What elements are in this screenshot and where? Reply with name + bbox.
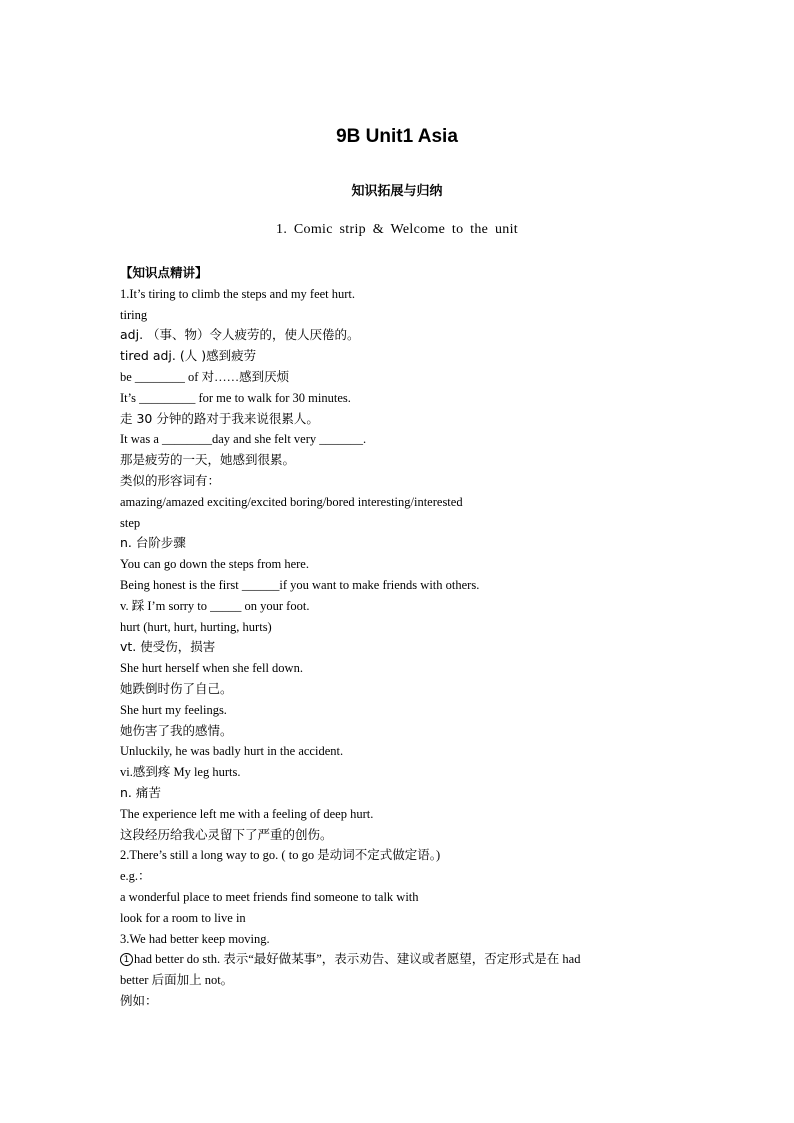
text-line-content: 例如： xyxy=(120,992,158,1008)
text-line-content: hurt (hurt, hurt, hurting, hurts) xyxy=(120,619,272,634)
circled-number-marker: 1 xyxy=(120,953,133,966)
text-line xyxy=(120,388,690,409)
text-line-content: Being honest is the first ______if you want to make friends with others. xyxy=(120,577,480,592)
text-line xyxy=(120,783,690,804)
text-line-content: step xyxy=(120,515,141,530)
text-line xyxy=(120,346,690,367)
text-line xyxy=(120,825,690,846)
text-line xyxy=(120,658,690,679)
text-line-content: look for a room to live in xyxy=(120,910,246,925)
text-line-content: e.g.： xyxy=(120,869,151,884)
text-line-content: n. 痛苦 xyxy=(120,784,161,800)
text-line-content: vi.感到疼 My leg hurts. xyxy=(120,765,241,780)
text-line xyxy=(120,929,690,950)
section-heading: 1. Comic strip & Welcome to the unit xyxy=(276,222,518,237)
text-line xyxy=(120,471,690,492)
text-line xyxy=(120,263,690,284)
text-line-content: 她伤害了我的感情。 xyxy=(120,722,233,738)
text-line xyxy=(120,284,690,305)
text-line-content: tired adj. (人 )感到疲劳 xyxy=(120,348,257,364)
text-line-content: better 后面加上 not。 xyxy=(120,973,234,988)
text-line xyxy=(120,970,690,991)
text-line-content: 1.It’s tiring to climb the steps and my feet hurt. xyxy=(120,286,356,301)
text-line-content: n. 台阶步骤 xyxy=(120,535,186,551)
text-line-content: It’s _________ for me to walk for 30 minutes. xyxy=(120,390,351,405)
text-line xyxy=(120,367,690,388)
page-title: 9B Unit1 Asia xyxy=(336,126,458,147)
text-line-content: tiring xyxy=(120,307,148,322)
document-body xyxy=(120,263,690,1012)
text-line-content: 这段经历给我心灵留下了严重的创伤。 xyxy=(120,826,333,842)
text-line xyxy=(120,617,690,638)
text-line xyxy=(120,887,690,908)
text-line xyxy=(120,762,690,783)
text-line xyxy=(120,637,690,658)
text-line xyxy=(120,596,690,617)
text-line xyxy=(120,700,690,721)
text-line-content: amazing/amazed exciting/excited boring/bored interesting/interested xyxy=(120,494,463,509)
page-subtitle: 知识拓展与归纳 xyxy=(351,184,443,199)
text-line xyxy=(120,450,690,471)
text-line-content: vt. 使受伤，损害 xyxy=(120,639,216,655)
text-line xyxy=(120,554,690,575)
text-line-content: She hurt my feelings. xyxy=(120,702,227,717)
text-line-content: She hurt herself when she fell down. xyxy=(120,661,303,676)
text-line xyxy=(120,949,690,970)
text-line xyxy=(120,991,690,1012)
text-line xyxy=(120,845,690,866)
text-line xyxy=(120,492,690,513)
text-line-content: You can go down the steps from here. xyxy=(120,557,309,572)
text-line-content: Unluckily, he was badly hurt in the accident. xyxy=(120,744,344,759)
text-line xyxy=(120,325,690,346)
text-line-content: The experience left me with a feeling of deep hurt. xyxy=(120,806,374,821)
text-line xyxy=(120,741,690,762)
text-line xyxy=(120,429,690,450)
text-line-content: had better do sth. 表示“最好做某事”，表示劝告、建议或者愿望，否定形式是在 had xyxy=(134,952,581,967)
text-line xyxy=(120,533,690,554)
text-line-content: 3.We had better keep moving. xyxy=(120,931,270,946)
text-line xyxy=(120,575,690,596)
text-line-content: 她跌倒时伤了自己。 xyxy=(120,680,233,696)
text-line-content: 那是疲劳的一天，她感到很累。 xyxy=(120,452,296,468)
text-line-content: 类似的形容词有： xyxy=(120,472,221,488)
text-line-content: 【知识点精讲】 xyxy=(120,265,208,280)
text-line-content: be ________ of 对……感到厌烦 xyxy=(120,369,290,384)
text-line-content: a wonderful place to meet friends find someone to talk with xyxy=(120,889,419,904)
text-line xyxy=(120,305,690,326)
text-line xyxy=(120,908,690,929)
text-line-content: 2.There’s still a long way to go. ( to go 是动词不定式做定语。) xyxy=(120,848,441,863)
text-line-content: adj. （事、物）令人疲劳的，使人厌倦的。 xyxy=(120,327,360,343)
text-line xyxy=(120,513,690,534)
text-line-content: It was a ________day and she felt very _______. xyxy=(120,432,367,447)
text-line xyxy=(120,409,690,430)
text-line xyxy=(120,866,690,887)
text-line xyxy=(120,679,690,700)
text-line-content: v. 踩 I’m sorry to _____ on your foot. xyxy=(120,598,310,613)
text-line xyxy=(120,804,690,825)
text-line-content: 走 30 分钟的路对于我来说很累人。 xyxy=(120,410,319,426)
text-line xyxy=(120,721,690,742)
